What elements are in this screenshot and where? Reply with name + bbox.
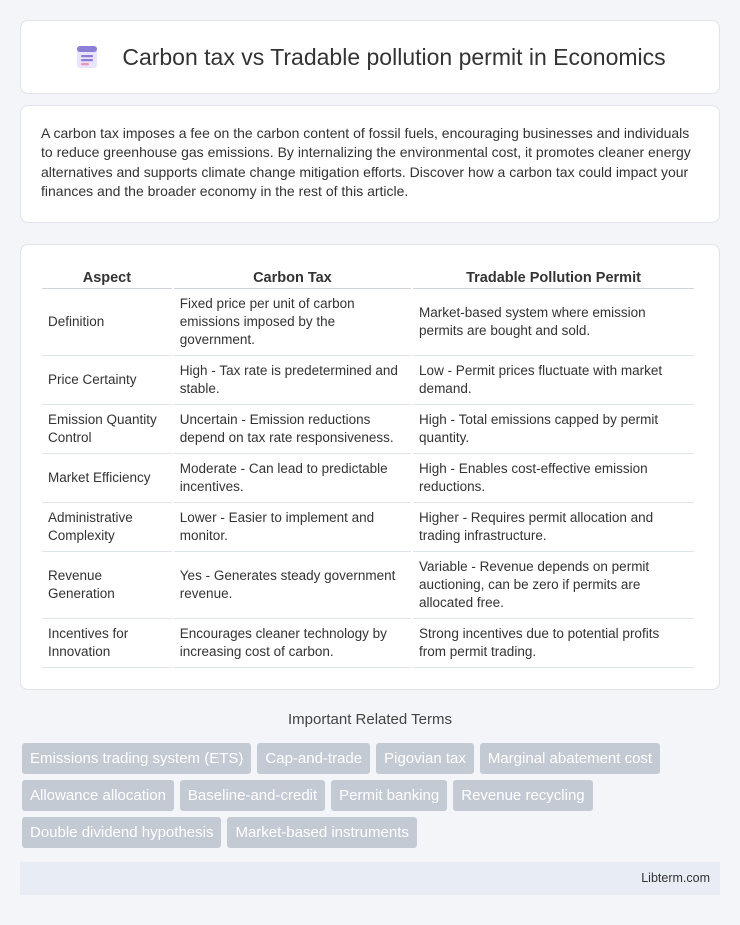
permit-cell: Strong incentives due to potential profits from permit trading.	[413, 619, 694, 668]
comparison-table	[40, 265, 696, 668]
permit-cell: Variable - Revenue depends on permit auctioning, can be zero if permits are allocated free.	[413, 552, 694, 619]
tag-marginal-abatement-cost[interactable]: Marginal abatement cost	[480, 743, 660, 774]
aspect-cell: Price Certainty	[42, 356, 172, 405]
header-tradable-permit: Tradable Pollution Permit	[413, 265, 694, 289]
table-header-row	[42, 265, 694, 289]
table-row	[42, 454, 694, 503]
permit-cell: Higher - Requires permit allocation and trading infrastructure.	[413, 503, 694, 552]
header-carbon-tax: Carbon Tax	[174, 265, 411, 289]
carbon-tax-cell: Encourages cleaner technology by increasing cost of carbon.	[174, 619, 411, 668]
permit-cell: High - Total emissions capped by permit quantity.	[413, 405, 694, 454]
table-row	[42, 552, 694, 619]
aspect-cell: Market Efficiency	[42, 454, 172, 503]
header-aspect: Aspect	[42, 265, 172, 289]
header-card	[20, 20, 720, 94]
permit-cell: Low - Permit prices fluctuate with market demand.	[413, 356, 694, 405]
table-row	[42, 356, 694, 405]
aspect-cell: Administrative Complexity	[42, 503, 172, 552]
tag-revenue-recycling[interactable]: Revenue recycling	[453, 780, 592, 811]
permit-cell: High - Enables cost-effective emission reductions.	[413, 454, 694, 503]
tag-allowance-allocation[interactable]: Allowance allocation	[22, 780, 174, 811]
aspect-cell: Emission Quantity Control	[42, 405, 172, 454]
carbon-tax-cell: Fixed price per unit of carbon emissions imposed by the government.	[174, 289, 411, 356]
carbon-tax-cell: Yes - Generates steady government revenue.	[174, 552, 411, 619]
permit-cell: Market-based system where emission permits are bought and sold.	[413, 289, 694, 356]
aspect-cell: Incentives for Innovation	[42, 619, 172, 668]
comparison-card	[20, 244, 720, 690]
carbon-tax-cell: High - Tax rate is predetermined and stable.	[174, 356, 411, 405]
intro-text: A carbon tax imposes a fee on the carbon content of fossil fuels, encouraging businesses and individuals to reduce greenhouse gas emissions. By internalizing the environmental cost, it promotes cleaner energy alternatives and supports climate change mitigation efforts. Discover how a carbon tax could impact your finances and the broader economy in the rest of this article.	[41, 125, 691, 199]
tag-permit-banking[interactable]: Permit banking	[331, 780, 447, 811]
carbon-tax-cell: Moderate - Can lead to predictable incentives.	[174, 454, 411, 503]
page-title: Carbon tax vs Tradable pollution permit in Economics	[122, 43, 666, 70]
related-terms-title: Important Related Terms	[288, 711, 452, 728]
intro-card	[20, 105, 720, 223]
tag-emissions-trading-system[interactable]: Emissions trading system (ETS)	[22, 743, 251, 774]
tag-double-dividend-hypothesis[interactable]: Double dividend hypothesis	[22, 817, 221, 848]
aspect-cell: Definition	[42, 289, 172, 356]
tag-baseline-and-credit[interactable]: Baseline-and-credit	[180, 780, 325, 811]
table-row	[42, 405, 694, 454]
table-row	[42, 503, 694, 552]
document-list-icon	[74, 44, 100, 70]
tag-market-based-instruments[interactable]: Market-based instruments	[227, 817, 416, 848]
table-row	[42, 619, 694, 668]
tag-cap-and-trade[interactable]: Cap-and-trade	[257, 743, 370, 774]
table-row	[42, 289, 694, 356]
related-terms-list	[22, 743, 712, 854]
carbon-tax-cell: Uncertain - Emission reductions depend on tax rate responsiveness.	[174, 405, 411, 454]
footer-site-link[interactable]: Libterm.com	[641, 871, 710, 885]
footer	[20, 862, 720, 895]
aspect-cell: Revenue Generation	[42, 552, 172, 619]
tag-pigovian-tax[interactable]: Pigovian tax	[376, 743, 474, 774]
carbon-tax-cell: Lower - Easier to implement and monitor.	[174, 503, 411, 552]
